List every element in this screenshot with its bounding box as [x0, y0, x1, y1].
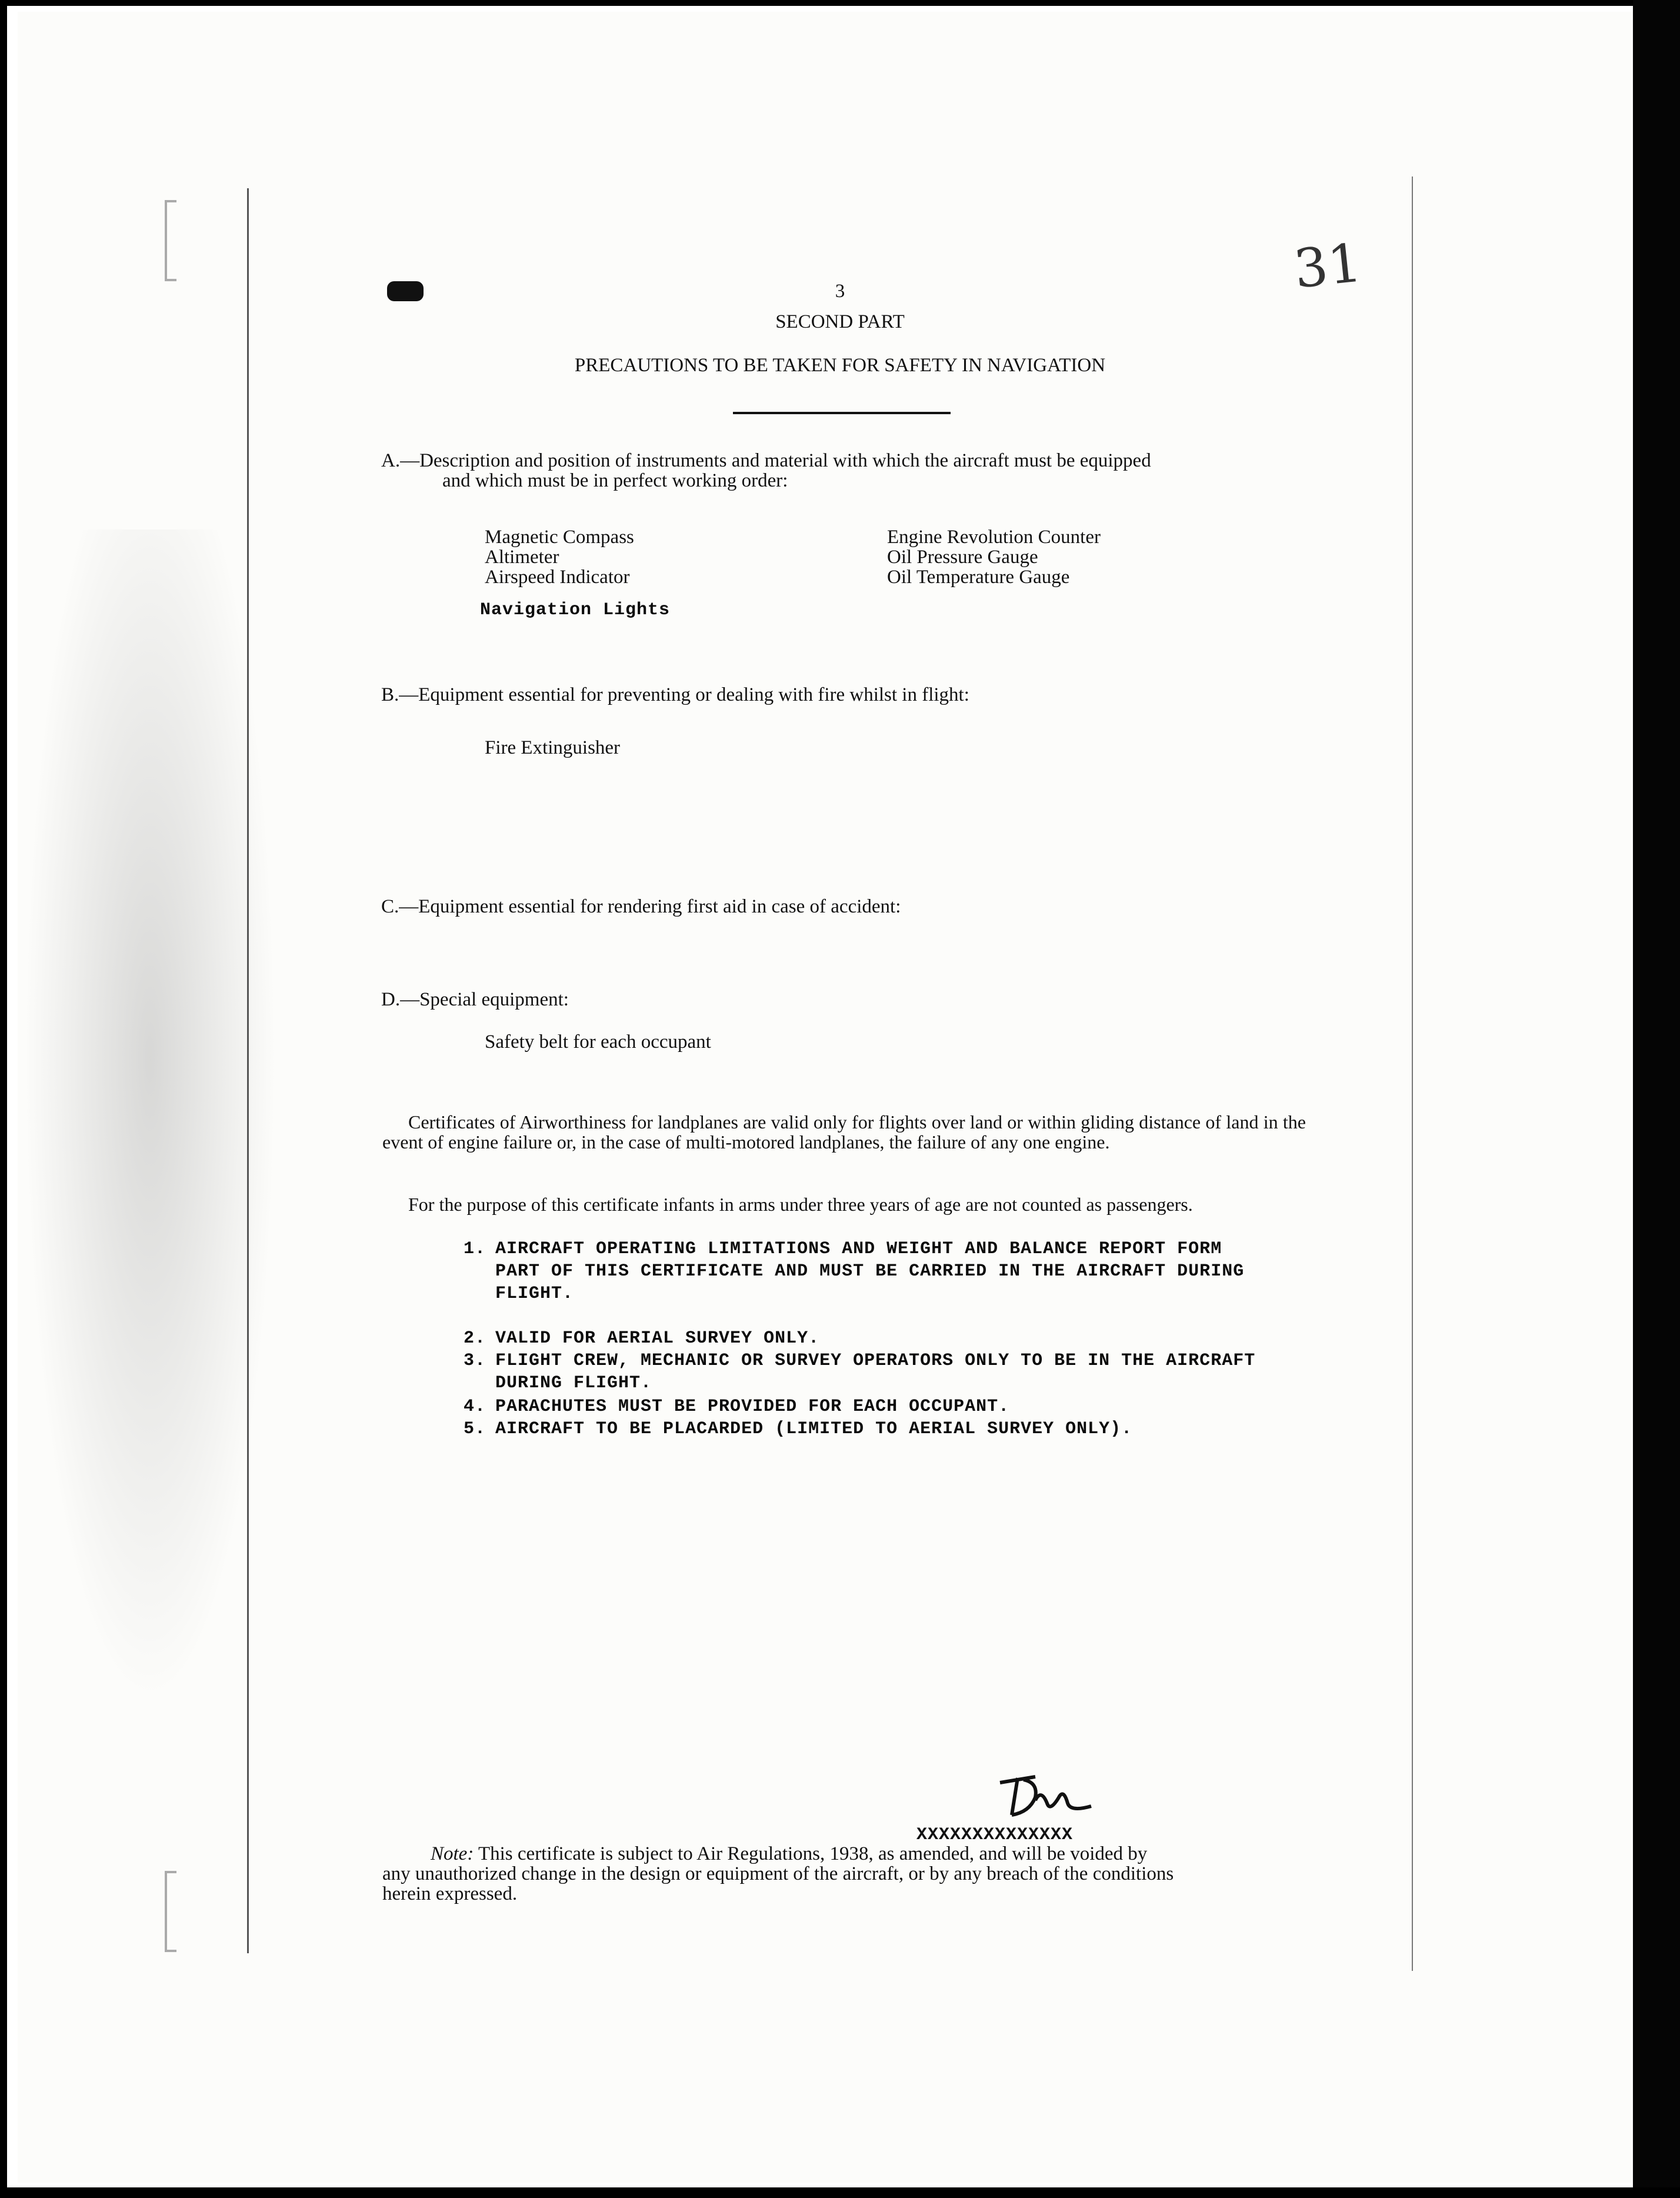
section-b-label: B.—Equipment essential for preventing or dealing with fire whilst in flight: — [381, 684, 969, 705]
infants-paragraph: For the purpose of this certificate infants in arms under three years of age are not counted as passengers. — [408, 1194, 1193, 1215]
condition-line: VALID FOR AERIAL SURVEY ONLY. — [495, 1328, 820, 1348]
airworthiness-paragraph: Certificates of Airworthiness for landplanes are valid only for flights over land or within gliding distance of land in the event of engine failure or, in the case of multi-motored landplanes, the failure of any one engine. — [382, 1111, 1306, 1153]
page-fold-line-right — [1412, 176, 1413, 1971]
scan-smudge — [24, 529, 276, 1706]
page-heading: PRECAUTIONS TO BE TAKEN FOR SAFETY IN NAVIGATION — [574, 355, 1106, 376]
instrument-item: Altimeter — [485, 547, 559, 568]
condition-number: 2. — [464, 1328, 486, 1348]
note-line-3: herein expressed. — [382, 1883, 518, 1904]
note-label: Note: — [431, 1843, 474, 1864]
section-a-label-cont: and which must be in perfect working order: — [442, 470, 788, 491]
scan-edge-top — [0, 0, 1680, 6]
section-d-label: D.—Special equipment: — [381, 989, 569, 1010]
condition-line: DURING FLIGHT. — [495, 1373, 652, 1393]
note-line-1 — [431, 1844, 1147, 1864]
handwritten-folio-number: 31 — [1291, 232, 1365, 301]
struck-out-signatory: XXXXXXXXXXXXXX — [916, 1825, 1074, 1845]
page-fold-line-left — [247, 188, 249, 1953]
condition-line: FLIGHT. — [495, 1284, 574, 1304]
heading-rule — [733, 412, 951, 414]
instrument-item: Engine Revolution Counter — [887, 527, 1101, 548]
scan-edge-bottom — [0, 2187, 1680, 2198]
condition-number: 4. — [464, 1397, 486, 1417]
instrument-item: Oil Temperature Gauge — [887, 567, 1070, 588]
signature-mark — [994, 1771, 1100, 1824]
note-line-2: any unauthorized change in the design or equipment of the aircraft, or by any breach of the conditions — [382, 1863, 1174, 1884]
part-title: SECOND PART — [775, 311, 905, 332]
page-number: 3 — [835, 281, 845, 302]
condition-line: PARACHUTES MUST BE PROVIDED FOR EACH OCCUPANT. — [495, 1397, 1010, 1417]
condition-number: 1. — [464, 1239, 486, 1259]
condition-line: AIRCRAFT OPERATING LIMITATIONS AND WEIGHT AND BALANCE REPORT FORM — [495, 1239, 1222, 1259]
condition-line: PART OF THIS CERTIFICATE AND MUST BE CARRIED IN THE AIRCRAFT DURING — [495, 1261, 1245, 1281]
special-equipment-item: Safety belt for each occupant — [485, 1031, 711, 1053]
instrument-item: Airspeed Indicator — [485, 567, 630, 588]
condition-line: FLIGHT CREW, MECHANIC OR SURVEY OPERATORS ONLY TO BE IN THE AIRCRAFT — [495, 1351, 1256, 1371]
section-c-label: C.—Equipment essential for rendering first aid in case of accident: — [381, 896, 901, 917]
scan-bracket-bottom — [165, 1871, 176, 1952]
instrument-item: Magnetic Compass — [485, 527, 634, 548]
typed-instrument-item: Navigation Lights — [480, 600, 671, 620]
scan-bracket-top — [165, 200, 176, 281]
instrument-item: Oil Pressure Gauge — [887, 547, 1038, 568]
condition-number: 3. — [464, 1351, 486, 1371]
condition-line: AIRCRAFT TO BE PLACARDED (LIMITED TO AERIAL SURVEY ONLY). — [495, 1419, 1133, 1439]
section-a-label: A.—Description and position of instruments and material with which the aircraft must be equipped — [381, 450, 1151, 471]
fire-equipment-item: Fire Extinguisher — [485, 737, 621, 758]
condition-number: 5. — [464, 1419, 486, 1439]
note-text-1: This certificate is subject to Air Regulations, 1938, as amended, and will be voided by — [478, 1843, 1148, 1864]
